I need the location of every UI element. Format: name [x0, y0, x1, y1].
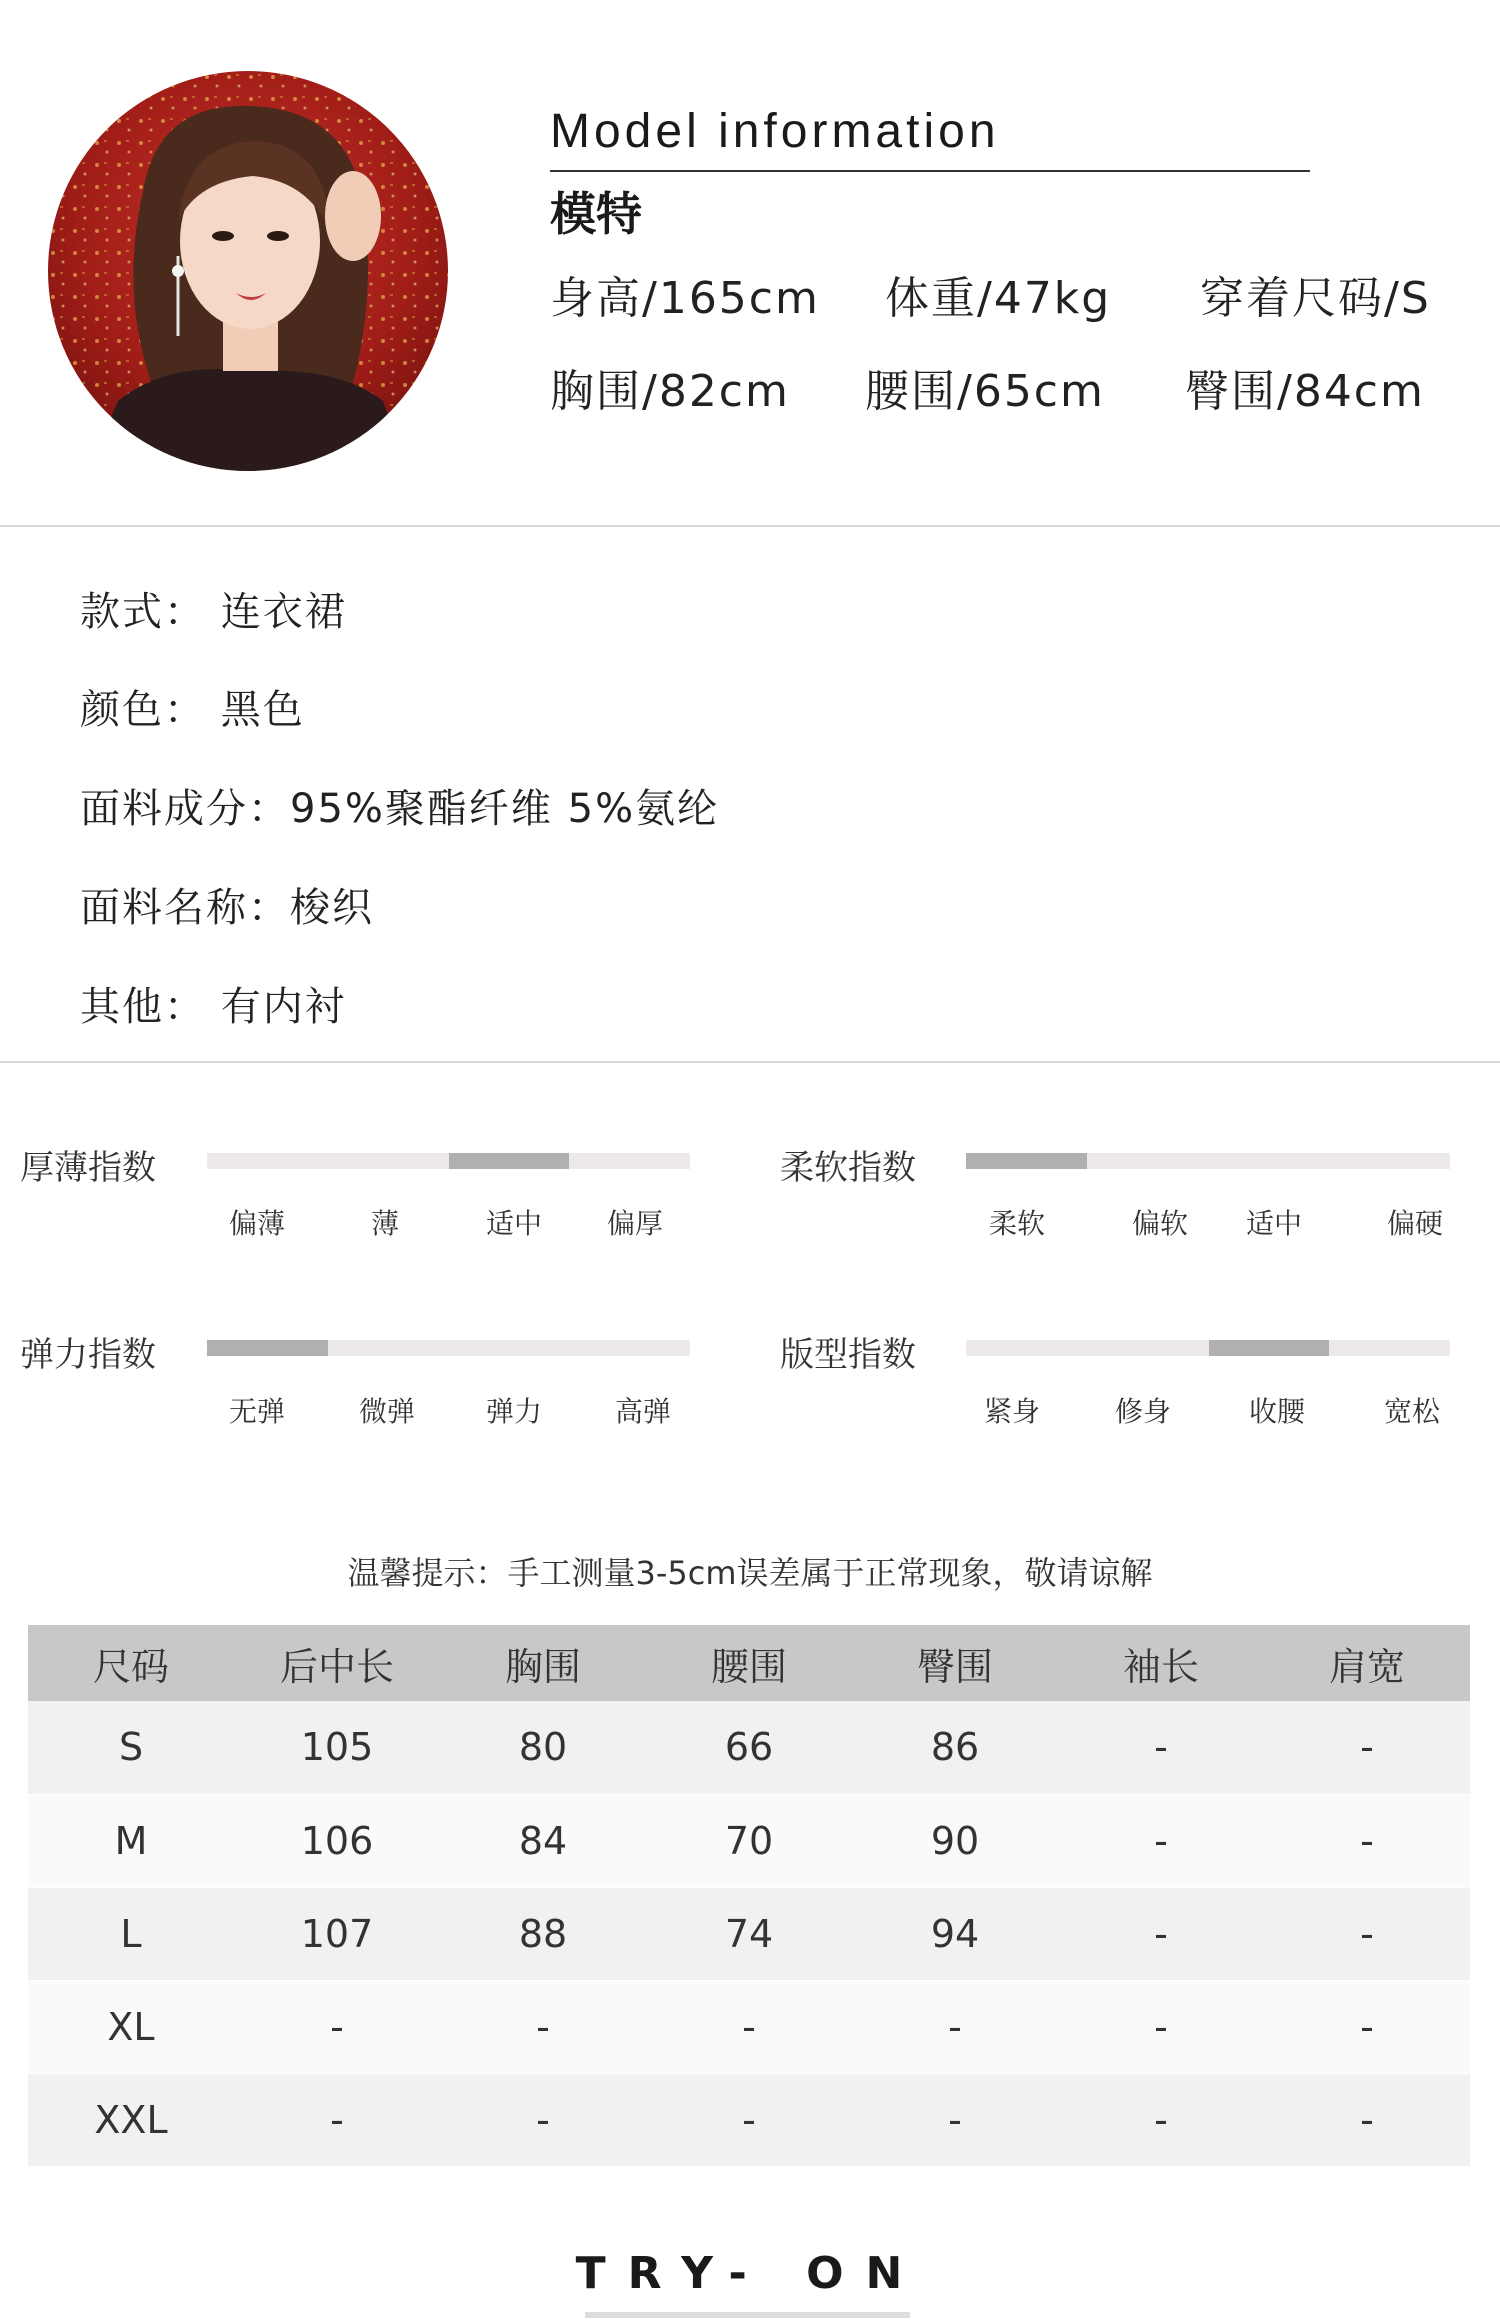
attr-fabric-name: 面料名称：梭织 — [80, 885, 374, 931]
col-back-length: 后中长 — [234, 1625, 440, 1701]
measurement-notice: 温馨提示：手工测量3-5cm误差属于正常现象，敬请谅解 — [347, 1554, 1153, 1592]
attr-style: 款式： 连衣裙 — [80, 589, 347, 635]
fit-option: 收腰 — [1248, 1395, 1306, 1428]
softness-option: 柔软 — [988, 1207, 1046, 1240]
table-cell: - — [1264, 1980, 1470, 2073]
softness-option: 偏硬 — [1386, 1207, 1444, 1240]
table-cell: - — [1058, 1887, 1264, 1980]
model-info-section — [0, 0, 1500, 525]
table-cell: - — [1058, 1701, 1264, 1794]
elasticity-option: 无弹 — [228, 1395, 286, 1428]
elasticity-index-bar — [207, 1340, 690, 1356]
elasticity-option: 弹力 — [485, 1395, 543, 1428]
thickness-index-title: 厚薄指数 — [20, 1148, 156, 1188]
size-table-header-row — [28, 1625, 1470, 1701]
table-cell: 107 — [234, 1887, 440, 1980]
model-avatar — [48, 71, 448, 471]
table-cell: 74 — [646, 1887, 852, 1980]
fit-option: 修身 — [1114, 1395, 1172, 1428]
table-row — [28, 2073, 1470, 2166]
model-info-title-cn: 模特 — [550, 187, 642, 241]
col-hips: 臀围 — [852, 1625, 1058, 1701]
size-table — [28, 1625, 1470, 2167]
table-cell: 84 — [440, 1794, 646, 1887]
thickness-option: 偏薄 — [228, 1207, 286, 1240]
attr-other: 其他： 有内衬 — [80, 984, 347, 1030]
try-on-underline — [585, 2312, 910, 2318]
table-cell: 66 — [646, 1701, 852, 1794]
col-size: 尺码 — [28, 1625, 234, 1701]
fit-option: 紧身 — [983, 1395, 1041, 1428]
table-cell: - — [440, 1980, 646, 2073]
table-cell: - — [852, 2073, 1058, 2166]
col-waist: 腰围 — [646, 1625, 852, 1701]
softness-option: 偏软 — [1131, 1207, 1189, 1240]
softness-index-bar — [966, 1153, 1450, 1169]
model-hips: 臀围/84cm — [1185, 366, 1425, 417]
fit-option: 宽松 — [1383, 1395, 1441, 1428]
table-cell: 86 — [852, 1701, 1058, 1794]
thickness-index-bar — [207, 1153, 690, 1169]
elasticity-option: 微弹 — [358, 1395, 416, 1428]
table-cell: 70 — [646, 1794, 852, 1887]
elasticity-option: 高弹 — [614, 1395, 672, 1428]
table-cell: - — [852, 1980, 1058, 2073]
table-cell: - — [1264, 1887, 1470, 1980]
table-cell: - — [440, 2073, 646, 2166]
fit-index-title: 版型指数 — [780, 1335, 916, 1375]
table-cell: - — [1264, 1794, 1470, 1887]
table-row — [28, 1980, 1470, 2073]
softness-index-title: 柔软指数 — [780, 1148, 916, 1188]
softness-option: 适中 — [1245, 1207, 1303, 1240]
softness-index-fill — [966, 1153, 1087, 1169]
table-cell: 94 — [852, 1887, 1058, 1980]
attr-fabric-composition: 面料成分：95%聚酯纤维 5%氨纶 — [80, 786, 720, 832]
table-cell: 80 — [440, 1701, 646, 1794]
thickness-option: 适中 — [485, 1207, 543, 1240]
table-cell: 88 — [440, 1887, 646, 1980]
model-height: 身高/165cm — [550, 273, 820, 324]
table-cell: - — [1264, 1701, 1470, 1794]
table-cell: - — [1058, 2073, 1264, 2166]
try-on-heading: TRY- ON — [575, 2248, 925, 2299]
title-underline — [550, 170, 1310, 172]
table-row — [28, 1701, 1470, 1794]
table-cell: 105 — [234, 1701, 440, 1794]
table-cell: - — [646, 1980, 852, 2073]
section-divider — [0, 525, 1500, 527]
model-size-worn: 穿着尺码/S — [1200, 273, 1431, 324]
fit-index-fill — [1209, 1340, 1329, 1356]
table-row — [28, 1794, 1470, 1887]
col-sleeve: 袖长 — [1058, 1625, 1264, 1701]
table-cell: - — [646, 2073, 852, 2166]
table-cell: 90 — [852, 1794, 1058, 1887]
model-photo — [48, 71, 448, 471]
col-shoulder: 肩宽 — [1264, 1625, 1470, 1701]
table-cell: - — [234, 2073, 440, 2166]
table-cell: S — [28, 1701, 234, 1794]
table-cell: 106 — [234, 1794, 440, 1887]
table-cell: - — [1264, 2073, 1470, 2166]
table-cell: L — [28, 1887, 234, 1980]
thickness-option: 薄 — [370, 1207, 400, 1240]
model-waist: 腰围/65cm — [865, 366, 1105, 417]
table-cell: - — [234, 1980, 440, 2073]
table-cell: - — [1058, 1980, 1264, 2073]
elasticity-index-fill — [207, 1340, 328, 1356]
thickness-option: 偏厚 — [606, 1207, 664, 1240]
table-cell: M — [28, 1794, 234, 1887]
table-cell: XXL — [28, 2073, 234, 2166]
table-cell: - — [1058, 1794, 1264, 1887]
elasticity-index-title: 弹力指数 — [20, 1335, 156, 1375]
fit-index-bar — [966, 1340, 1450, 1356]
model-info-title: Model information — [550, 105, 1000, 158]
model-weight: 体重/47kg — [885, 273, 1112, 324]
table-cell: XL — [28, 1980, 234, 2073]
section-divider — [0, 1061, 1500, 1063]
thickness-index-fill — [449, 1153, 569, 1169]
attr-color: 颜色： 黑色 — [80, 687, 305, 733]
col-bust: 胸围 — [440, 1625, 646, 1701]
model-bust: 胸围/82cm — [550, 366, 790, 417]
table-row — [28, 1887, 1470, 1980]
